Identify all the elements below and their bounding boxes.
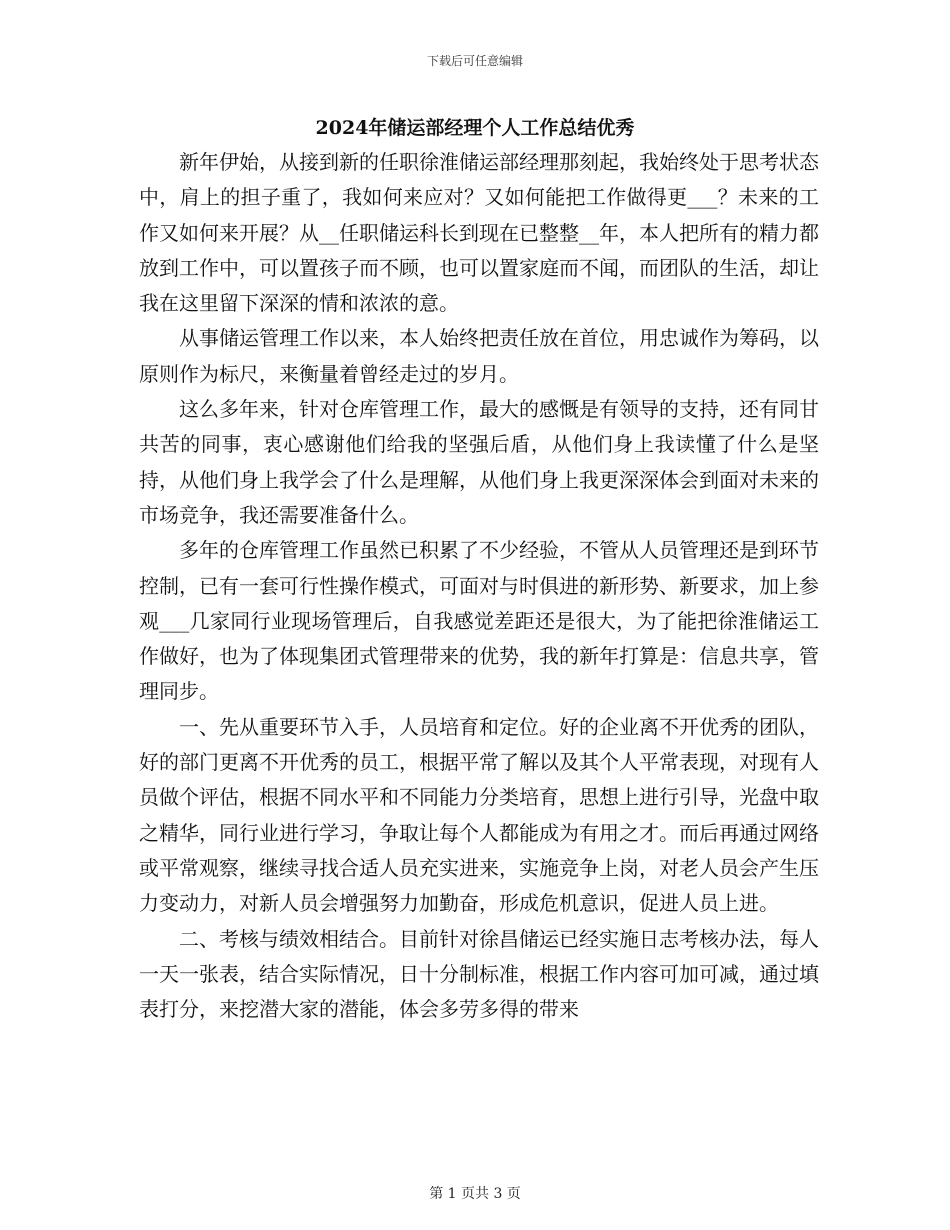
header-note: 下载后可任意编辑: [426, 54, 523, 68]
paragraph: 多年的仓库管理工作虽然已积累了不少经验，不管从人员管理还是到环节控制，已有一套可行性操作模式，可面对与时俱进的新形势、新要求，加上参观___几家同行业现场管理后，自我感觉差距还是很大，为了能把徐淮储运工作做好，也为了体现集团式管理带来的优势，我的新年打算是：信息共享，管理同步。: [139, 538, 819, 704]
paragraph: 一、先从重要环节入手，人员培育和定位。好的企业离不开优秀的团队，好的部门更离不开优秀的员工，根据平常了解以及其个人平常表现，对现有人员做个评估，根据不同水平和不同能力分类培育，思想上进行引导，光盘中取之精华，同行业进行学习，争取让每个人都能成为有用之才。而后再通过网络或平常观察，继续寻找合适人员充实进来，实施竞争上岗，对老人员会产生压力变动力，对新人员会增强努力加勤奋，形成危机意识，促进人员上进。: [139, 714, 819, 916]
document-body: [139, 145, 819, 1027]
paragraph: 新年伊始，从接到新的任职徐淮储运部经理那刻起，我始终处于思考状态中，肩上的担子重了，我如何来应对？又如何能把工作做得更___？未来的工作又如何来开展？从__任职储运科长到现在已整整__年，本人把所有的精力都放到工作中，可以置孩子而不顾，也可以置家庭而不闻，而团队的生活，却让我在这里留下深深的情和浓浓的意。: [139, 150, 819, 316]
document-title: 2024年储运部经理个人工作总结优秀: [315, 117, 635, 139]
paragraph: 二、考核与绩效相结合。目前针对徐昌储运已经实施日志考核办法，每人一天一张表，结合实际情况，日十分制标准，根据工作内容可加可减，通过填表打分，来挖潜大家的潜能，体会多劳多得的带来: [139, 926, 819, 1022]
paragraph: 这么多年来，针对仓库管理工作，最大的感慨是有领导的支持，还有同甘共苦的同事，衷心感谢他们给我的坚强后盾，从他们身上我读懂了什么是坚持，从他们身上我学会了什么是理解，从他们身上我更深深体会到面对未来的市场竞争，我还需要准备什么。: [139, 397, 819, 527]
page-number: 第 1 页共 3 页: [429, 1186, 521, 1202]
paragraph: 从事储运管理工作以来，本人始终把责任放在首位，用忠诚作为筹码，以原则作为标尺，来衡量着曾经走过的岁月。: [139, 326, 819, 386]
